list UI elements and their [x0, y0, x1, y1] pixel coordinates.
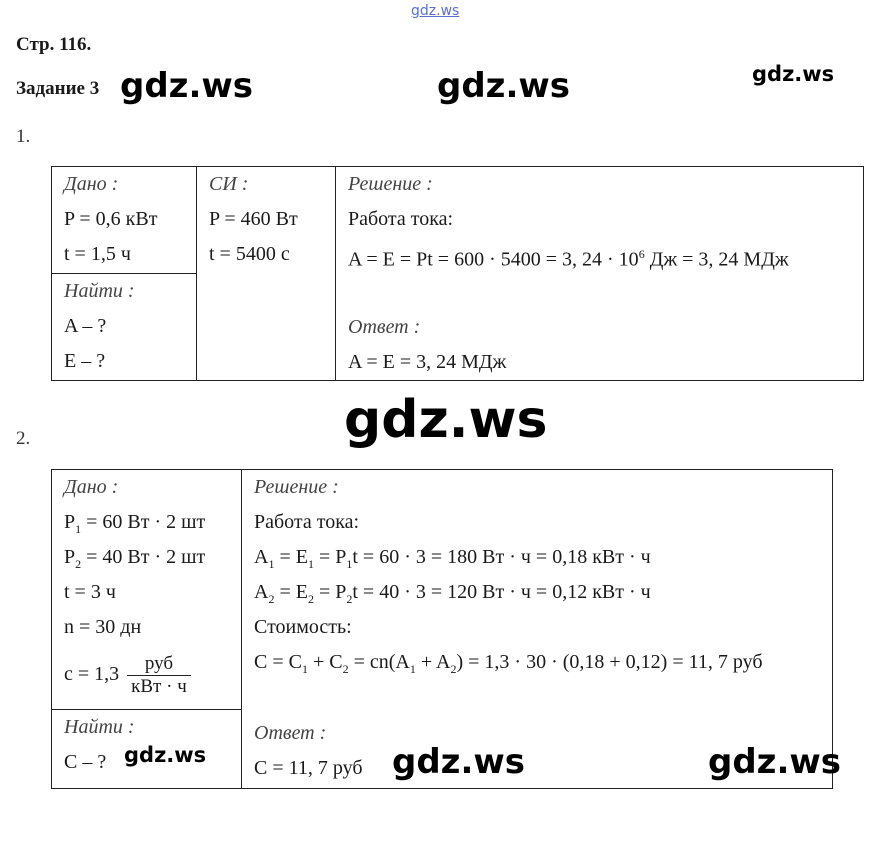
- problem-2-table: [51, 469, 833, 789]
- page-label: Стр. 116.: [16, 34, 92, 55]
- watermark: gdz.ws: [392, 742, 526, 782]
- given-title: Дано :: [64, 476, 119, 498]
- solution-intro: Работа тока:: [348, 208, 454, 230]
- problem-2-number: 2.: [16, 428, 31, 449]
- formula-cost: $C = C_1 + C_2 = cn(A_1 + A_2) = 1,3 \cdot 30 \cdot (0,18 + 0,12) = 11$, 7 руб: [254, 651, 763, 676]
- find-title: Найти :: [64, 280, 135, 302]
- formula-a2: $A_2 = E_2 = P_2t = 40 \cdot 3 = 120$ Вт · ч = 0,12 кВт · ч: [254, 581, 651, 606]
- given-power: P = 0,6 кВт: [64, 208, 158, 230]
- rate-fraction: $\frac{\text{руб}}{\text{кВт · ч}}$: [127, 653, 191, 698]
- solution-title: Решение :: [254, 476, 339, 498]
- given-cell: [52, 470, 242, 710]
- given-time: t = 3 ч: [64, 581, 116, 603]
- formula-main: A = E = Pt = 600 · 5400 = 3, 24 · 10: [348, 248, 639, 271]
- watermark: gdz.ws: [124, 743, 207, 767]
- given-time: t = 1,5 ч: [64, 243, 131, 265]
- solution-title: Решение :: [348, 173, 433, 195]
- watermark: gdz.ws: [120, 66, 254, 106]
- watermark-top[interactable]: gdz.ws: [411, 3, 460, 19]
- find-energy: E – ?: [64, 350, 106, 372]
- watermark: gdz.ws: [752, 62, 835, 86]
- task-label: Задание 3: [16, 78, 100, 99]
- answer-value: A = E = 3, 24 МДж: [348, 351, 507, 373]
- si-power: P = 460 Вт: [209, 208, 298, 230]
- watermark: gdz.ws: [437, 66, 571, 106]
- watermark: gdz.ws: [344, 390, 548, 450]
- problem-1-number: 1.: [16, 126, 31, 147]
- formula-exponent: 6: [638, 247, 645, 261]
- solution-cell: [336, 167, 864, 381]
- formula-tail: Дж = 3, 24 МДж: [644, 248, 789, 271]
- answer-title: Ответ :: [254, 722, 327, 744]
- find-cell: [52, 274, 197, 381]
- si-time: t = 5400 с: [209, 243, 290, 265]
- given-days: n = 30 дн: [64, 616, 142, 638]
- answer-value: C = 11, 7 руб: [254, 757, 363, 779]
- find-cost: C – ?: [64, 751, 107, 773]
- given-cell: [52, 167, 197, 274]
- given-title: Дано :: [64, 173, 119, 195]
- solution-formula: [336, 237, 863, 272]
- si-cell: [197, 167, 336, 381]
- find-title: Найти :: [64, 716, 135, 738]
- si-title: СИ :: [209, 173, 249, 195]
- problem-1-table: [51, 166, 864, 381]
- find-work: A – ?: [64, 315, 107, 337]
- watermark: gdz.ws: [708, 742, 842, 782]
- formula-a1: $A_1 = E_1 = P_1t = 60 \cdot 3 = 180$ Вт · ч = 0,18 кВт · ч: [254, 546, 651, 571]
- given-rate: c = 1,3 $\frac{\text{руб}}{\text{кВт · ч}}$: [52, 645, 241, 703]
- given-p1: $P_1 = 60$ Вт · 2 шт: [64, 511, 206, 536]
- cost-title: Стоимость:: [254, 616, 352, 638]
- answer-title: Ответ :: [348, 316, 421, 338]
- given-p2: $P_2 = 40$ Вт · 2 шт: [64, 546, 206, 571]
- solution-intro: Работа тока:: [254, 511, 360, 533]
- solution-cell: [242, 470, 833, 789]
